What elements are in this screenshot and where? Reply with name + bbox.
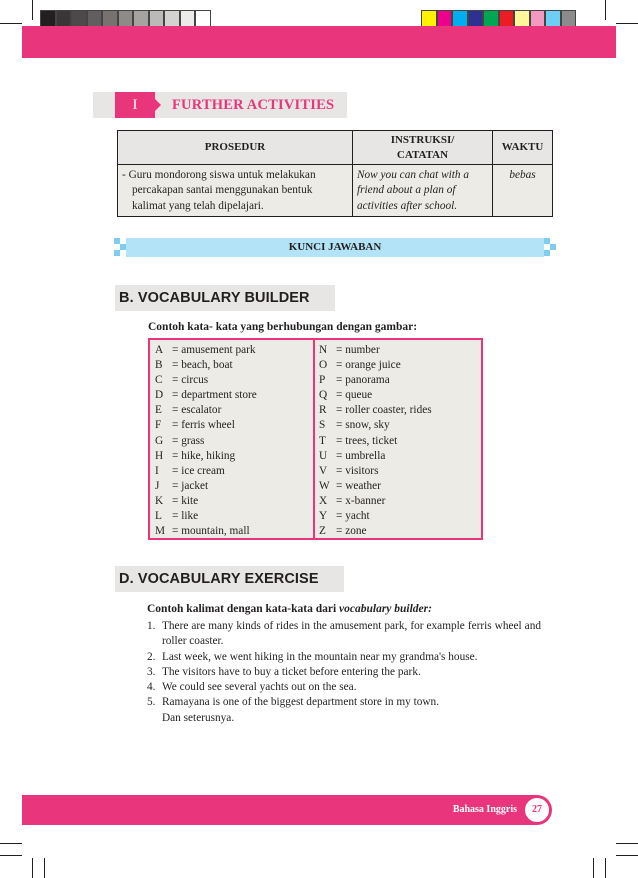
crop-mark — [0, 23, 22, 24]
vocabulary-letter: Y — [319, 510, 328, 523]
crop-mark — [593, 858, 594, 878]
color-swatch — [530, 10, 546, 27]
list-item-text: Ramayana is one of the biggest department store in my town. — [162, 696, 440, 709]
crop-mark — [605, 0, 606, 20]
vocabulary-word: = number — [336, 344, 380, 356]
color-swatch — [164, 10, 180, 27]
vocabulary-row — [155, 418, 313, 433]
color-swatch — [195, 10, 211, 27]
vocabulary-letter: D — [155, 389, 164, 402]
vocabulary-row — [155, 524, 313, 539]
vocabulary-row — [319, 388, 481, 403]
vocabulary-row — [155, 388, 313, 403]
vocabulary-row — [155, 479, 313, 494]
vocabulary-row — [319, 343, 481, 358]
vocabulary-row — [319, 403, 481, 418]
list-item — [147, 650, 541, 665]
vocabulary-word: = zone — [336, 525, 367, 538]
exercise-list — [147, 619, 541, 726]
crop-mark — [0, 843, 22, 844]
list-item — [147, 680, 541, 695]
color-swatch — [71, 10, 87, 27]
list-item-number: 3. — [147, 665, 156, 678]
list-item-number: 1. — [147, 620, 156, 632]
vocabulary-letter: G — [155, 434, 164, 447]
table-row — [118, 165, 553, 217]
list-item — [147, 619, 541, 650]
vocabulary-letter: J — [155, 479, 160, 492]
vocabulary-word: = like — [172, 510, 199, 523]
color-swatch — [437, 10, 453, 27]
vocabulary-letter: S — [319, 419, 326, 432]
section-d-intro: Contoh kalimat dengan kata-kata dari vocabulary builder: — [147, 603, 432, 615]
crop-mark — [605, 858, 606, 878]
vocabulary-row — [155, 373, 313, 388]
vocabulary-letter: K — [155, 494, 164, 507]
vocabulary-word: = mountain, mall — [172, 525, 250, 538]
list-item — [147, 695, 541, 710]
color-swatch — [118, 10, 134, 27]
instruksi-cell: Now you can chat with a friend about a plan of activities after school. — [353, 165, 493, 217]
color-swatch — [561, 10, 577, 27]
vocabulary-letter: N — [319, 344, 328, 356]
vocabulary-word: = amusement park — [172, 344, 256, 356]
section-b-title: B. VOCABULARY BUILDER — [119, 290, 310, 306]
vocabulary-letter: T — [319, 434, 326, 447]
vocabulary-letter: P — [319, 374, 326, 387]
crop-mark — [32, 858, 33, 878]
vocabulary-letter: V — [319, 464, 328, 477]
vocabulary-column-right — [315, 340, 481, 538]
color-swatch — [483, 10, 499, 27]
vocabulary-row — [319, 418, 481, 433]
column-header: PROSEDUR — [118, 131, 353, 165]
color-swatch — [468, 10, 484, 27]
color-swatch — [452, 10, 468, 27]
color-swatch — [56, 10, 72, 27]
vocabulary-letter: U — [319, 449, 328, 462]
vocabulary-row — [319, 449, 481, 464]
vocabulary-letter: Z — [319, 525, 326, 538]
vocabulary-letter: H — [155, 449, 164, 462]
vocabulary-word: = umbrella — [336, 449, 386, 462]
column-header: WAKTU — [493, 131, 553, 165]
vocabulary-row — [319, 479, 481, 494]
vocabulary-word: = department store — [172, 389, 257, 402]
color-swatch — [545, 10, 561, 27]
list-item-text: We could see several yachts out on the sea. — [162, 681, 357, 694]
vocabulary-row — [155, 343, 313, 358]
section-b-intro: Contoh kata- kata yang berhubungan dengan gambar: — [148, 321, 418, 333]
vocabulary-word: = visitors — [336, 464, 379, 477]
vocabulary-word: = kite — [172, 494, 199, 507]
color-swatch — [149, 10, 165, 27]
vocabulary-letter: X — [319, 494, 328, 507]
closing-text: Dan seterusnya. — [162, 711, 235, 724]
vocabulary-row — [319, 509, 481, 524]
vocabulary-row — [155, 464, 313, 479]
section-arrow-icon — [155, 99, 161, 111]
vocabulary-word: = snow, sky — [336, 419, 390, 432]
section-number: I — [115, 92, 155, 118]
activity-table — [117, 130, 553, 217]
color-swatch — [102, 10, 118, 27]
vocabulary-letter: L — [155, 510, 162, 523]
vocabulary-letter: F — [155, 419, 162, 432]
vocabulary-word: = weather — [336, 479, 381, 492]
vocabulary-letter: W — [319, 479, 330, 492]
vocabulary-word: = beach, boat — [172, 359, 233, 372]
vocabulary-word: = jacket — [172, 479, 209, 492]
decoration-square — [114, 250, 120, 256]
vocabulary-word: = ice cream — [172, 464, 225, 477]
section-title: FURTHER ACTIVITIES — [172, 97, 335, 113]
vocabulary-letter: Q — [319, 389, 328, 402]
gray-color-bar — [40, 10, 211, 27]
vocabulary-word: = escalator — [172, 404, 222, 417]
answer-key-title: KUNCI JAWABAN — [288, 241, 382, 253]
vocabulary-row — [155, 494, 313, 509]
vocabulary-word: = ferris wheel — [172, 419, 235, 432]
vocabulary-row — [319, 464, 481, 479]
list-item — [147, 665, 541, 680]
vocabulary-word: = circus — [172, 374, 209, 387]
vocabulary-word: = yacht — [336, 510, 370, 523]
vocabulary-word: = hike, hiking — [172, 449, 236, 462]
decoration-square — [550, 244, 556, 250]
crop-mark — [0, 855, 22, 856]
vocabulary-word: = queue — [336, 389, 373, 402]
vocabulary-letter: C — [155, 374, 163, 387]
color-swatch — [87, 10, 103, 27]
crop-mark — [616, 855, 638, 856]
vocabulary-row — [319, 524, 481, 539]
vocabulary-row — [319, 373, 481, 388]
vocabulary-row — [319, 494, 481, 509]
color-bar — [421, 10, 576, 27]
color-swatch — [133, 10, 149, 27]
footer-book-title: Bahasa Inggris — [452, 804, 517, 815]
vocabulary-row — [155, 403, 313, 418]
vocabulary-row — [155, 449, 313, 464]
list-item-text: Last week, we went hiking in the mountain near my grandma's house. — [162, 650, 478, 663]
color-swatch — [514, 10, 530, 27]
list-item-number: 4. — [147, 681, 156, 694]
vocabulary-word: = orange juice — [336, 359, 401, 372]
vocabulary-column-left — [150, 340, 315, 538]
decoration-square — [544, 250, 550, 256]
vocabulary-letter: A — [155, 344, 164, 356]
vocabulary-row — [155, 509, 313, 524]
vocabulary-word: = panorama — [336, 374, 390, 387]
vocabulary-row — [319, 434, 481, 449]
crop-mark — [616, 843, 638, 844]
color-swatch — [421, 10, 437, 27]
list-item-number: 2. — [147, 650, 156, 663]
vocabulary-word: = trees, ticket — [336, 434, 398, 447]
color-swatch — [40, 10, 56, 27]
vocabulary-row — [319, 358, 481, 373]
vocabulary-letter: O — [319, 359, 328, 372]
vocabulary-word: = roller coaster, rides — [336, 404, 432, 417]
page-number: 27 — [525, 798, 549, 822]
vocabulary-row — [155, 358, 313, 373]
vocabulary-letter: E — [155, 404, 162, 417]
list-item-text: There are many kinds of rides in the amusement park, for example ferris wheel and roller coaster. — [162, 620, 541, 648]
vocabulary-letter: I — [155, 464, 159, 477]
table-header-row — [118, 131, 553, 165]
vocabulary-letter: B — [155, 359, 163, 372]
vocabulary-table — [148, 338, 483, 540]
crop-mark — [616, 23, 638, 24]
vocabulary-word: = x-banner — [336, 494, 386, 507]
vocabulary-row — [155, 434, 313, 449]
vocabulary-letter: M — [155, 525, 166, 538]
section-d-title: D. VOCABULARY EXERCISE — [119, 571, 319, 587]
crop-mark — [44, 858, 45, 878]
crop-mark — [32, 0, 33, 20]
column-header: INSTRUKSI/ CATATAN — [353, 131, 493, 165]
waktu-cell: bebas — [493, 165, 553, 217]
list-item-text: The visitors have to buy a ticket before entering the park. — [162, 665, 421, 678]
list-item-number: 5. — [147, 696, 156, 709]
vocabulary-letter: R — [319, 404, 327, 417]
color-swatch — [499, 10, 515, 27]
color-swatch — [180, 10, 196, 27]
vocabulary-word: = grass — [172, 434, 205, 447]
prosedur-cell: - Guru mondorong siswa untuk melakukan percakapan santai menggunakan bentuk kalimat yang telah dipelajari. — [118, 165, 353, 217]
top-band — [22, 26, 616, 58]
